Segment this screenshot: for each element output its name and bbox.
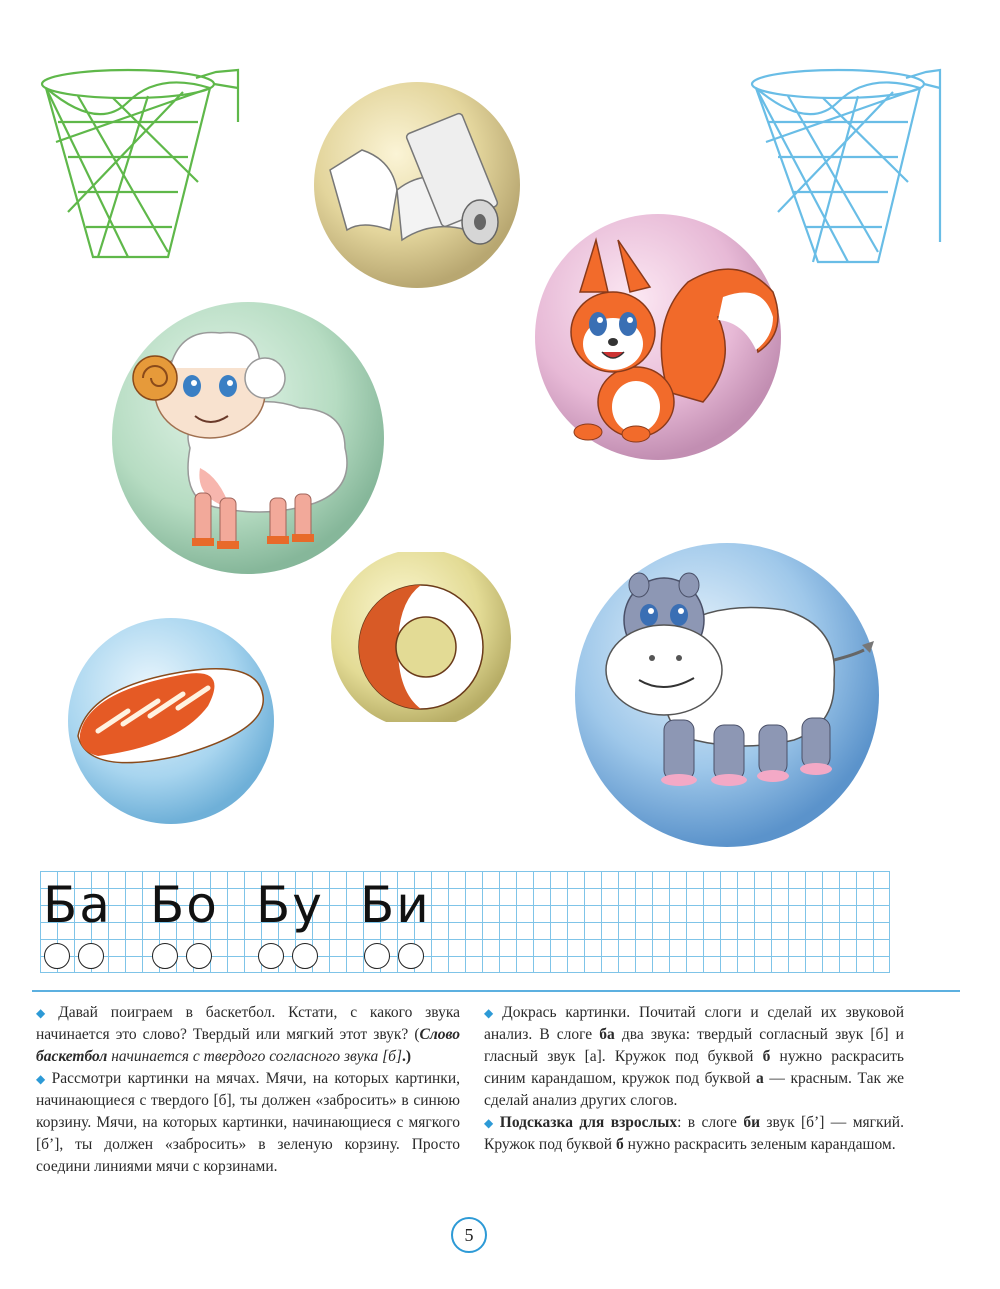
green-basket-icon[interactable] xyxy=(38,62,248,272)
right-text-column xyxy=(484,1002,904,1156)
bullet-icon: ◆ xyxy=(484,1116,496,1130)
hint-for-adults: ◆ Подсказка для взрослых: в слоге би звук [б’] — мягкий. Кружок под буквой б нужно раскрасить зеленым карандашом. xyxy=(484,1114,904,1153)
ball-bagel[interactable] xyxy=(328,552,514,722)
instruction-paragraph-3: ◆ Докрась картинки. Почитай слоги и сделай их звуковой анализ. В слоге ба два звука: твердый согласный звук [б] и гласный звук [а]. Кружок под буквой б нужно раскрасить синим карандашом, кружок под буквой а — красным. Так же сделай анализ других слогов. xyxy=(484,1004,905,1109)
bullet-icon: ◆ xyxy=(484,1006,499,1020)
sound-circle-bo-2[interactable] xyxy=(186,943,212,969)
left-text-column xyxy=(36,1002,460,1178)
syllable-ba: Ба xyxy=(43,876,112,934)
sound-circle-ba-1[interactable] xyxy=(44,943,70,969)
ball-loaf[interactable] xyxy=(58,616,284,826)
ball-ram[interactable] xyxy=(110,298,386,578)
syllable-bu: Бу xyxy=(256,876,324,934)
sound-circle-bu-2[interactable] xyxy=(292,943,318,969)
divider-line xyxy=(32,990,960,992)
bullet-icon: ◆ xyxy=(36,1072,48,1086)
syllable-bo: Бо xyxy=(150,876,219,934)
bullet-icon: ◆ xyxy=(36,1006,55,1020)
instruction-paragraph-1: ◆ Давай поиграем в баскетбол. Кстати, с какого звука начинается это слово? Твердый или мягкий этот звук? (Слово баскетбол начинается с твердого согласного звука [б].) xyxy=(36,1004,460,1065)
instruction-paragraph-2: ◆ Рассмотри картинки на мячах. Мячи, на которых картинки, начинающиеся с твердого [б], ты должен «забросить» в синюю корзину. Мячи, на которых картинки, начинающиеся с мягкого [б’], ты должен «забросить» в зеленую корзину. Просто соедини линиями мячи с корзинами. xyxy=(36,1070,460,1175)
syllable-bi: Би xyxy=(360,876,431,934)
page-number: 5 xyxy=(451,1217,487,1253)
ball-squirrel[interactable] xyxy=(518,212,798,462)
sound-circle-bi-1[interactable] xyxy=(364,943,390,969)
sound-circle-ba-2[interactable] xyxy=(78,943,104,969)
bagel-icon xyxy=(359,585,483,709)
sound-circle-bo-1[interactable] xyxy=(152,943,178,969)
ball-hippo[interactable] xyxy=(564,540,890,850)
sound-circle-bu-1[interactable] xyxy=(258,943,284,969)
sound-circle-bi-2[interactable] xyxy=(398,943,424,969)
ball-bandage[interactable] xyxy=(302,80,532,290)
